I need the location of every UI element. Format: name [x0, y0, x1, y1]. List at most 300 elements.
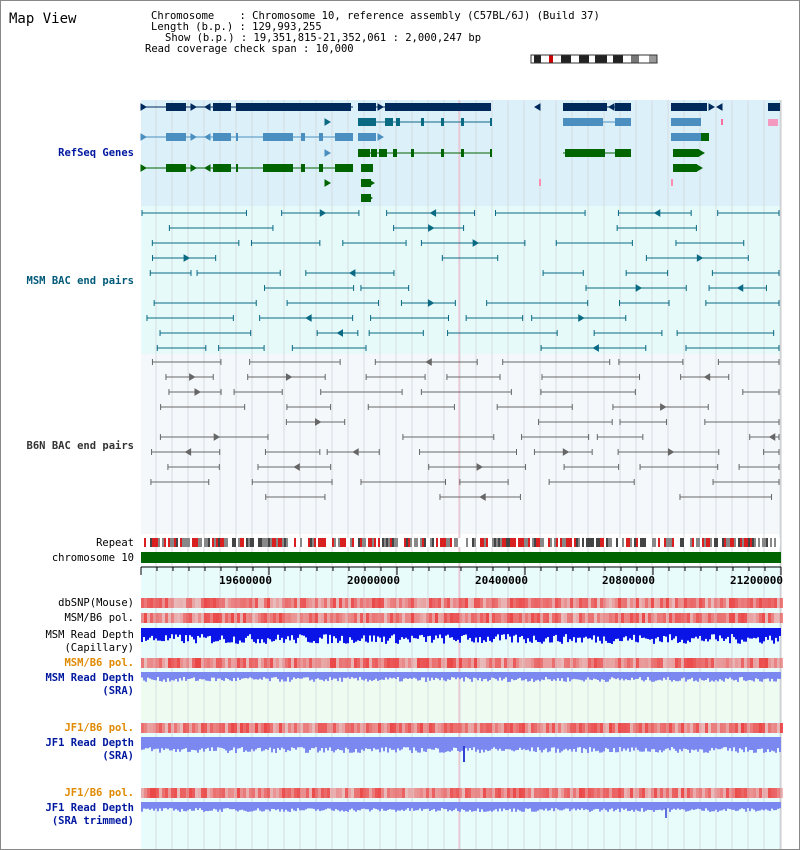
repeat-mark: [328, 538, 330, 547]
read-depth-bar: [505, 672, 507, 677]
read-depth-bar: [387, 802, 389, 810]
strand-arrow: [593, 345, 598, 351]
read-depth-bar: [269, 802, 271, 811]
repeat-mark: [248, 538, 250, 547]
polymorphism-mark: [336, 723, 339, 733]
read-depth-bar: [571, 628, 573, 641]
read-depth-bar: [309, 802, 311, 808]
polymorphism-mark: [321, 613, 324, 623]
repeat-mark: [560, 538, 562, 547]
polymorphism-mark: [570, 658, 573, 668]
repeat-mark: [606, 538, 608, 547]
read-depth-bar: [729, 628, 731, 643]
read-depth-bar: [477, 628, 479, 642]
read-depth-bar: [605, 628, 607, 641]
polymorphism-mark: [738, 613, 741, 623]
read-depth-bar: [393, 628, 395, 634]
polymorphism-mark: [414, 788, 417, 798]
repeat-mark: [586, 538, 588, 547]
polymorphism-mark: [693, 598, 696, 608]
read-depth-bar: [617, 737, 619, 752]
read-depth-bar: [551, 737, 553, 748]
read-depth-bar: [439, 628, 441, 635]
polymorphism-mark: [597, 658, 600, 668]
read-depth-bar: [271, 628, 273, 642]
repeat-mark: [770, 538, 772, 547]
polymorphism-mark: [318, 658, 321, 668]
polymorphism-mark: [723, 788, 726, 798]
read-depth-bar: [267, 628, 269, 638]
read-depth-bar: [621, 802, 623, 808]
read-depth-bar: [605, 802, 607, 810]
read-depth-bar: [677, 737, 679, 753]
polymorphism-mark: [543, 613, 546, 623]
repeat-mark: [210, 538, 212, 547]
read-depth-bar: [159, 802, 161, 808]
repeat-mark: [698, 538, 700, 547]
polymorphism-mark: [369, 723, 372, 733]
read-depth-bar: [303, 737, 305, 748]
polymorphism-mark: [348, 658, 351, 668]
polymorphism-mark: [276, 723, 279, 733]
polymorphism-mark: [612, 598, 615, 608]
read-depth-bar: [445, 628, 447, 636]
polymorphism-mark: [339, 788, 342, 798]
read-depth-bar: [275, 737, 277, 753]
polymorphism-mark: [153, 613, 156, 623]
read-depth-bar: [577, 802, 579, 809]
read-depth-bar: [573, 628, 575, 637]
read-depth-bar: [703, 672, 705, 681]
repeat-mark: [464, 538, 466, 547]
read-depth-bar: [257, 628, 259, 639]
read-depth-bar: [337, 672, 339, 681]
read-depth-bar: [419, 628, 421, 635]
polymorphism-mark: [498, 723, 501, 733]
polymorphism-mark: [189, 723, 192, 733]
read-depth-bar: [351, 802, 353, 809]
read-depth-bar: [595, 737, 597, 751]
read-depth-bar: [419, 802, 421, 809]
polymorphism-mark: [495, 788, 498, 798]
read-depth-bar: [539, 672, 541, 681]
polymorphism-mark: [351, 658, 354, 668]
read-depth-bar: [695, 737, 697, 750]
polymorphism-mark: [753, 598, 756, 608]
read-depth-bar: [589, 802, 591, 812]
read-depth-bar: [361, 737, 363, 750]
read-depth-bar: [711, 628, 713, 634]
track-label-msm-read-depth-sra: MSM Read Depth: [45, 672, 134, 684]
read-depth-bar: [285, 802, 287, 810]
polymorphism-mark: [606, 788, 609, 798]
polymorphism-mark: [690, 788, 693, 798]
polymorphism-mark: [525, 658, 528, 668]
polymorphism-mark: [357, 658, 360, 668]
show-info: Show (b.p.) : 19,351,815-21,352,061 : 2,000,247 bp: [165, 32, 482, 44]
read-depth-bar: [223, 802, 225, 809]
polymorphism-mark: [705, 788, 708, 798]
polymorphism-mark: [378, 658, 381, 668]
read-depth-bar: [421, 802, 423, 811]
read-depth-bar: [255, 737, 257, 749]
repeat-mark: [234, 538, 236, 547]
read-depth-bar: [317, 737, 319, 752]
read-depth-bar: [371, 802, 373, 810]
polymorphism-mark: [399, 723, 402, 733]
track-label-refseq[interactable]: RefSeq Genes: [58, 147, 134, 159]
read-depth-bar: [545, 737, 547, 748]
read-depth-bar: [293, 672, 295, 677]
repeat-mark: [164, 538, 166, 547]
read-depth-bar: [349, 737, 351, 753]
repeat-mark: [528, 538, 530, 547]
read-depth-bar: [413, 802, 415, 811]
polymorphism-mark: [474, 613, 477, 623]
read-depth-bar: [597, 628, 599, 637]
read-depth-bar: [703, 737, 705, 753]
read-depth-bar: [177, 672, 179, 682]
read-depth-bar: [143, 737, 145, 749]
polymorphism-mark: [399, 658, 402, 668]
read-depth-bar: [201, 628, 203, 634]
read-depth-bar: [537, 628, 539, 642]
read-depth-bar: [201, 802, 203, 810]
repeat-mark: [156, 538, 158, 547]
read-depth-bar: [153, 802, 155, 811]
read-depth-bar: [481, 672, 483, 681]
read-depth-bar: [391, 737, 393, 750]
polymorphism-mark: [432, 658, 435, 668]
polymorphism-mark: [234, 598, 237, 608]
read-depth-bar: [757, 802, 759, 811]
repeat-mark: [708, 538, 710, 547]
read-depth-bar: [659, 672, 661, 680]
read-depth-bar: [205, 737, 207, 749]
read-depth-bar: [773, 737, 775, 751]
polymorphism-mark: [372, 658, 375, 668]
polymorphism-mark: [441, 723, 444, 733]
polymorphism-mark: [741, 658, 744, 668]
polymorphism-mark: [510, 723, 513, 733]
repeat-mark: [284, 538, 286, 547]
read-depth-bar: [333, 737, 335, 752]
strand-arrow: [480, 494, 485, 500]
track-label-jf1-b6-pol: JF1/B6 pol.: [64, 722, 134, 734]
polymorphism-mark: [714, 613, 717, 623]
polymorphism-mark: [267, 598, 270, 608]
read-depth-bar: [403, 672, 405, 679]
read-depth-bar: [527, 737, 529, 750]
read-depth-bar: [503, 628, 505, 634]
polymorphism-mark: [372, 788, 375, 798]
read-depth-bar: [721, 672, 723, 680]
read-depth-bar: [671, 628, 673, 640]
polymorphism-mark: [582, 613, 585, 623]
read-depth-bar: [623, 672, 625, 680]
read-depth-bar: [173, 672, 175, 681]
polymorphism-mark: [684, 658, 687, 668]
polymorphism-mark: [762, 658, 765, 668]
polymorphism-mark: [732, 788, 735, 798]
read-depth-bar: [181, 628, 183, 641]
read-depth-bar: [535, 802, 537, 812]
polymorphism-mark: [579, 723, 582, 733]
read-depth-bar: [697, 672, 699, 682]
read-depth-bar: [287, 672, 289, 677]
polymorphism-mark: [501, 788, 504, 798]
read-depth-bar: [381, 672, 383, 680]
polymorphism-mark: [645, 788, 648, 798]
gene-exon: [421, 118, 424, 126]
polymorphism-mark: [543, 598, 546, 608]
polymorphism-mark: [450, 723, 453, 733]
polymorphism-mark: [732, 598, 735, 608]
polymorphism-mark: [669, 658, 672, 668]
repeat-mark: [470, 538, 472, 547]
read-depth-bar: [323, 628, 325, 635]
read-depth-bar: [763, 737, 765, 753]
read-depth-bar: [323, 672, 325, 681]
read-depth-bar: [261, 628, 263, 639]
read-depth-bar: [307, 737, 309, 753]
polymorphism-mark: [531, 723, 534, 733]
read-depth-bar: [421, 628, 423, 635]
polymorphism-mark: [678, 613, 681, 623]
track-label-b6n-bac[interactable]: B6N BAC end pairs: [26, 440, 134, 452]
read-depth-bar: [383, 737, 385, 751]
polymorphism-mark: [546, 613, 549, 623]
read-depth-bar: [253, 672, 255, 680]
chromosome-bar: [141, 552, 781, 563]
read-depth-bar: [251, 802, 253, 812]
polymorphism-mark: [738, 723, 741, 733]
polymorphism-mark: [405, 613, 408, 623]
polymorphism-mark: [492, 723, 495, 733]
polymorphism-mark: [603, 613, 606, 623]
polymorphism-mark: [633, 658, 636, 668]
polymorphism-mark: [267, 613, 270, 623]
polymorphism-mark: [153, 598, 156, 608]
read-depth-bar: [281, 628, 283, 638]
read-depth-bar: [643, 802, 645, 812]
read-depth-bar: [701, 628, 703, 641]
polymorphism-mark: [198, 788, 201, 798]
polymorphism-mark: [294, 613, 297, 623]
polymorphism-mark: [699, 613, 702, 623]
polymorphism-mark: [768, 658, 771, 668]
polymorphism-mark: [618, 613, 621, 623]
read-depth-bar: [251, 672, 253, 678]
read-depth-bar: [497, 802, 499, 811]
polymorphism-mark: [552, 613, 555, 623]
read-depth-bar: [413, 628, 415, 638]
read-depth-bar: [377, 737, 379, 749]
polymorphism-mark: [747, 788, 750, 798]
polymorphism-mark: [741, 788, 744, 798]
polymorphism-mark: [435, 723, 438, 733]
polymorphism-mark: [627, 723, 630, 733]
read-depth-bar: [581, 672, 583, 680]
repeat-mark: [426, 538, 428, 547]
read-depth-bar: [313, 737, 315, 748]
read-depth-bar: [739, 802, 741, 809]
polymorphism-mark: [495, 723, 498, 733]
polymorphism-mark: [411, 658, 414, 668]
read-depth-bar: [435, 802, 437, 812]
polymorphism-mark: [762, 723, 765, 733]
read-depth-bar: [393, 802, 395, 810]
polymorphism-mark: [507, 723, 510, 733]
read-depth-bar: [583, 802, 585, 810]
polymorphism-mark: [267, 658, 270, 668]
polymorphism-mark: [555, 723, 558, 733]
polymorphism-mark: [459, 598, 462, 608]
polymorphism-mark: [186, 613, 189, 623]
read-depth-bar: [537, 737, 539, 747]
polymorphism-mark: [159, 723, 162, 733]
repeat-mark: [290, 538, 292, 547]
read-depth-bar: [701, 802, 703, 811]
polymorphism-mark: [228, 613, 231, 623]
read-depth-bar: [551, 628, 553, 642]
read-depth-bar: [603, 802, 605, 809]
gene-exon: [371, 149, 377, 157]
polymorphism-mark: [519, 598, 522, 608]
polymorphism-mark: [417, 613, 420, 623]
read-depth-bar: [747, 628, 749, 638]
read-depth-bar: [485, 672, 487, 679]
polymorphism-mark: [555, 788, 558, 798]
read-depth-bar: [331, 802, 333, 810]
polymorphism-mark: [252, 613, 255, 623]
polymorphism-mark: [429, 658, 432, 668]
repeat-mark: [182, 538, 184, 547]
repeat-mark: [298, 538, 300, 547]
gene-exon: [213, 133, 231, 141]
read-depth-bar: [181, 672, 183, 681]
polymorphism-mark: [270, 598, 273, 608]
read-depth-bar: [491, 628, 493, 642]
repeat-mark: [160, 538, 162, 547]
read-depth-bar: [489, 802, 491, 811]
read-depth-bar: [573, 802, 575, 808]
polymorphism-mark: [234, 658, 237, 668]
read-depth-bar: [723, 628, 725, 641]
repeat-mark: [574, 538, 576, 547]
read-depth-bar: [181, 737, 183, 750]
read-depth-bar: [141, 628, 143, 642]
read-depth-bar: [685, 628, 687, 644]
read-depth-bar: [175, 737, 177, 752]
repeat-mark: [176, 538, 178, 547]
repeat-mark: [732, 538, 734, 547]
polymorphism-mark: [480, 598, 483, 608]
read-depth-bar: [155, 628, 157, 638]
read-depth-bar: [303, 628, 305, 636]
read-depth-bar: [647, 672, 649, 677]
repeat-mark: [764, 538, 766, 547]
polymorphism-mark: [678, 723, 681, 733]
read-depth-bar: [743, 802, 745, 809]
gene-exon: [236, 164, 238, 172]
repeat-mark: [740, 538, 742, 547]
read-depth-bar: [153, 628, 155, 640]
read-depth-bar: [683, 802, 685, 810]
read-depth-bar: [769, 802, 771, 811]
polymorphism-mark: [609, 723, 612, 733]
read-depth-bar: [443, 802, 445, 809]
repeat-mark: [500, 538, 502, 547]
read-depth-bar: [663, 802, 665, 810]
polymorphism-mark: [624, 788, 627, 798]
read-depth-bar: [521, 737, 523, 750]
polymorphism-mark: [249, 658, 252, 668]
gene-exon: [565, 149, 605, 157]
repeat-mark: [190, 538, 192, 547]
read-depth-bar: [745, 737, 747, 747]
track-label-msm-bac[interactable]: MSM BAC end pairs: [26, 275, 134, 287]
polymorphism-mark: [654, 598, 657, 608]
read-depth-bar: [739, 628, 741, 644]
repeat-mark: [558, 538, 560, 547]
polymorphism-mark: [354, 598, 357, 608]
read-depth-bar: [273, 802, 275, 809]
polymorphism-mark: [459, 613, 462, 623]
read-depth-bar: [467, 628, 469, 640]
read-depth-bar: [695, 672, 697, 681]
polymorphism-mark: [150, 658, 153, 668]
read-depth-bar: [153, 672, 155, 680]
repeat-mark: [412, 538, 414, 547]
polymorphism-mark: [612, 723, 615, 733]
polymorphism-mark: [543, 658, 546, 668]
read-depth-bar: [203, 802, 205, 812]
read-depth-bar: [349, 672, 351, 679]
read-depth-bar: [617, 628, 619, 639]
read-depth-bar: [219, 802, 221, 810]
repeat-mark: [748, 538, 750, 547]
read-depth-bar: [459, 802, 461, 812]
read-depth-bar: [205, 628, 207, 638]
polymorphism-mark: [747, 598, 750, 608]
axis-tick-label: 19600000: [219, 574, 272, 587]
read-depth-bar: [713, 628, 715, 634]
read-depth-bar: [777, 672, 779, 679]
gene-exon: [673, 149, 699, 157]
read-depth-bar: [629, 737, 631, 752]
read-depth-bar: [449, 672, 451, 680]
polymorphism-mark: [420, 613, 423, 623]
polymorphism-mark: [675, 658, 678, 668]
polymorphism-mark: [420, 788, 423, 798]
polymorphism-mark: [558, 613, 561, 623]
polymorphism-mark: [510, 613, 513, 623]
read-depth-bar: [311, 737, 313, 748]
polymorphism-mark: [609, 788, 612, 798]
read-depth-bar: [559, 737, 561, 753]
read-depth-bar: [651, 628, 653, 639]
polymorphism-mark: [429, 598, 432, 608]
read-depth-bar: [711, 672, 713, 681]
polymorphism-mark: [141, 788, 144, 798]
read-depth-bar: [713, 737, 715, 750]
polymorphism-mark: [213, 658, 216, 668]
read-depth-bar: [427, 737, 429, 749]
repeat-mark: [428, 538, 430, 547]
read-depth-bar: [633, 802, 635, 812]
read-depth-bar: [537, 672, 539, 680]
